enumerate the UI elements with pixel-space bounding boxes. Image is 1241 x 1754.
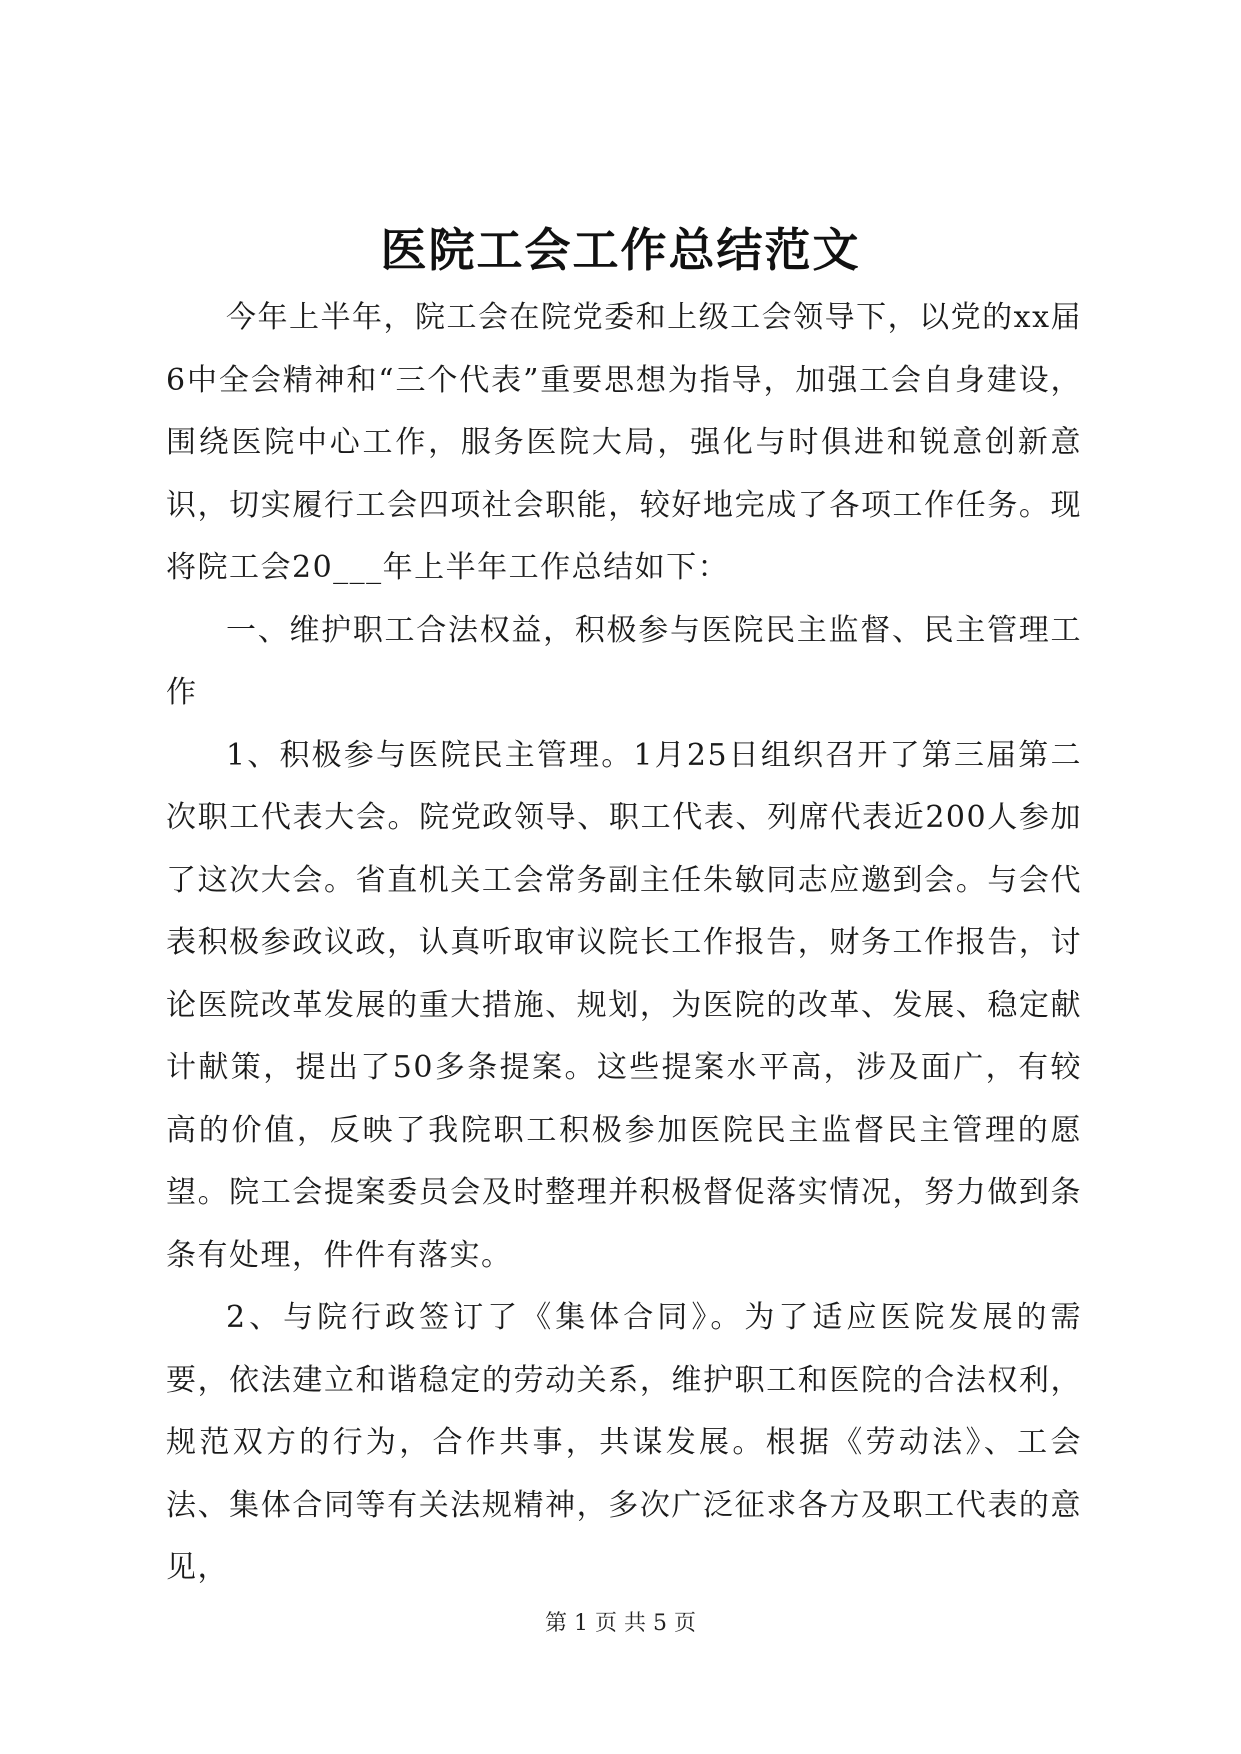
paragraph-intro: 今年上半年，院工会在院党委和上级工会领导下，以党的xx届6中全会精神和“三个代表”重要思想为指导，加强工会自身建设，围绕医院中心工作，服务医院大局，强化与时俱进和锐意创新意识，切实履行工会四项社会职能，较好地完成了各项工作任务。现将院工会20___年上半年工作总结如下：: [166, 300, 1082, 585]
paragraph-item-1: 1、积极参与医院民主管理。1月25日组织召开了第三届第二次职工代表大会。院党政领导、职工代表、列席代表近200人参加了这次大会。省直机关工会常务副主任朱敏同志应邀到会。与会代表积极参政议政，认真听取审议院长工作报告，财务工作报告，讨论医院改革发展的重大措施、规划，为医院的改革、发展、稳定献计献策，提出了50多条提案。这些提案水平高，涉及面广，有较高的价值，反映了我院职工积极参加医院民主监督民主管理的愿望。院工会提案委员会及时整理并积极督促落实情况，努力做到条条有处理，件件有落实。: [166, 737, 1082, 1273]
page-number-footer: 第 1 页 共 5 页: [545, 1611, 696, 1636]
document-title: 医院工会工作总结范文: [380, 223, 861, 277]
section-heading-1: 一、维护职工合法权益，积极参与医院民主监督、民主管理工作: [166, 612, 1082, 710]
paragraph-item-2: 2、与院行政签订了《集体合同》。为了适应医院发展的需要，依法建立和谐稳定的劳动关系，维护职工和医院的合法权利，规范双方的行为，合作共事，共谋发展。根据《劳动法》、工会法、集体合同等有关法规精神，多次广泛征求各方及职工代表的意见，: [166, 1300, 1082, 1585]
document-body: [166, 287, 1082, 1600]
